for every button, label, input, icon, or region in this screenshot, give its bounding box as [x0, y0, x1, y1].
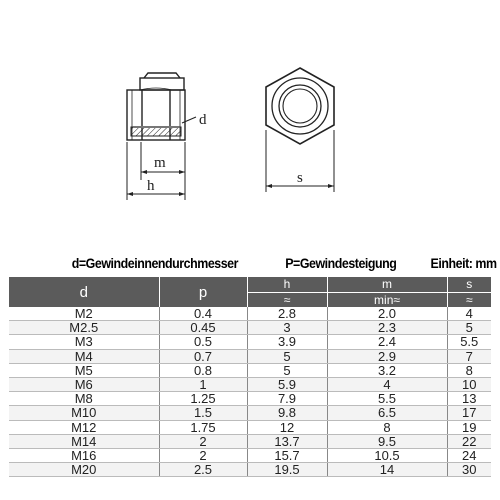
nylon-insert-hatch: [131, 127, 181, 136]
cell-m: 2.4: [327, 335, 447, 349]
cell-m: 2.3: [327, 321, 447, 335]
table-row: [9, 448, 491, 462]
cell-p: 0.4: [159, 307, 247, 321]
header-s: s: [447, 277, 491, 292]
cell-p: 2: [159, 448, 247, 462]
cell-d: M10: [9, 406, 159, 420]
table-row: [9, 463, 491, 477]
table-row: [9, 321, 491, 335]
cell-s: 10: [447, 377, 491, 391]
cell-p: 2.5: [159, 463, 247, 477]
cell-m: 9.5: [327, 434, 447, 448]
cell-s: 24: [447, 448, 491, 462]
cell-h: 13.7: [247, 434, 327, 448]
cell-p: 1.5: [159, 406, 247, 420]
hex-top-view: [266, 68, 334, 144]
cell-h: 3.9: [247, 335, 327, 349]
cell-d: M3: [9, 335, 159, 349]
legend-d-definition: d=Gewindeinnendurchmesser: [71, 256, 238, 271]
header-m-sub: min≈: [327, 292, 447, 307]
cell-m: 5.5: [327, 392, 447, 406]
cell-m: 8: [327, 420, 447, 434]
cell-s: 13: [447, 392, 491, 406]
cell-p: 0.5: [159, 335, 247, 349]
cell-d: M20: [9, 463, 159, 477]
cell-m: 10.5: [327, 448, 447, 462]
table-row: [9, 434, 491, 448]
header-h-sub: ≈: [247, 292, 327, 307]
cell-d: M12: [9, 420, 159, 434]
label-h: h: [147, 178, 155, 194]
cell-h: 19.5: [247, 463, 327, 477]
cell-p: 0.8: [159, 363, 247, 377]
cell-s: 5: [447, 321, 491, 335]
cell-m: 3.2: [327, 363, 447, 377]
cell-h: 5: [247, 363, 327, 377]
cell-s: 22: [447, 434, 491, 448]
cell-d: M16: [9, 448, 159, 462]
cap-top-edge: [144, 73, 180, 78]
header-h: h: [247, 277, 327, 292]
cell-h: 5.9: [247, 377, 327, 391]
table-row: [9, 406, 491, 420]
table-row: [9, 307, 491, 321]
header-p: p: [159, 277, 247, 307]
legend-unit: Einheit: mm: [430, 256, 497, 271]
cell-s: 19: [447, 420, 491, 434]
table-row: [9, 420, 491, 434]
label-m: m: [154, 155, 166, 171]
cell-d: M2: [9, 307, 159, 321]
label-s: s: [297, 170, 303, 186]
cell-s: 30: [447, 463, 491, 477]
table-row: [9, 377, 491, 391]
cell-m: 6.5: [327, 406, 447, 420]
legend: [0, 254, 497, 276]
cell-p: 2: [159, 434, 247, 448]
cell-h: 2.8: [247, 307, 327, 321]
cell-s: 4: [447, 307, 491, 321]
table-row: [9, 392, 491, 406]
cell-m: 2.9: [327, 349, 447, 363]
cell-d: M14: [9, 434, 159, 448]
cell-d: M4: [9, 349, 159, 363]
cell-h: 7.9: [247, 392, 327, 406]
cell-m: 14: [327, 463, 447, 477]
table-row: [9, 335, 491, 349]
header-m: m: [327, 277, 447, 292]
cell-h: 5: [247, 349, 327, 363]
cell-p: 1.75: [159, 420, 247, 434]
cell-p: 0.45: [159, 321, 247, 335]
cell-h: 9.8: [247, 406, 327, 420]
cell-s: 17: [447, 406, 491, 420]
cell-s: 8: [447, 363, 491, 377]
cell-p: 0.7: [159, 349, 247, 363]
cell-d: M2.5: [9, 321, 159, 335]
cell-s: 7: [447, 349, 491, 363]
cell-s: 5.5: [447, 335, 491, 349]
cell-p: 1: [159, 377, 247, 391]
legend-p-definition: P=Gewindesteigung: [285, 256, 397, 271]
header-s-sub: ≈: [447, 292, 491, 307]
header-d: d: [9, 277, 159, 307]
cell-h: 3: [247, 321, 327, 335]
nut-technical-drawing: [0, 0, 500, 240]
cell-m: 2.0: [327, 307, 447, 321]
table-row: [9, 363, 491, 377]
dimension-table: [9, 277, 491, 477]
cell-d: M8: [9, 392, 159, 406]
cell-h: 12: [247, 420, 327, 434]
cell-p: 1.25: [159, 392, 247, 406]
cell-h: 15.7: [247, 448, 327, 462]
cell-d: M5: [9, 363, 159, 377]
cell-d: M6: [9, 377, 159, 391]
table-row: [9, 349, 491, 363]
label-d: d: [199, 112, 207, 128]
cell-m: 4: [327, 377, 447, 391]
